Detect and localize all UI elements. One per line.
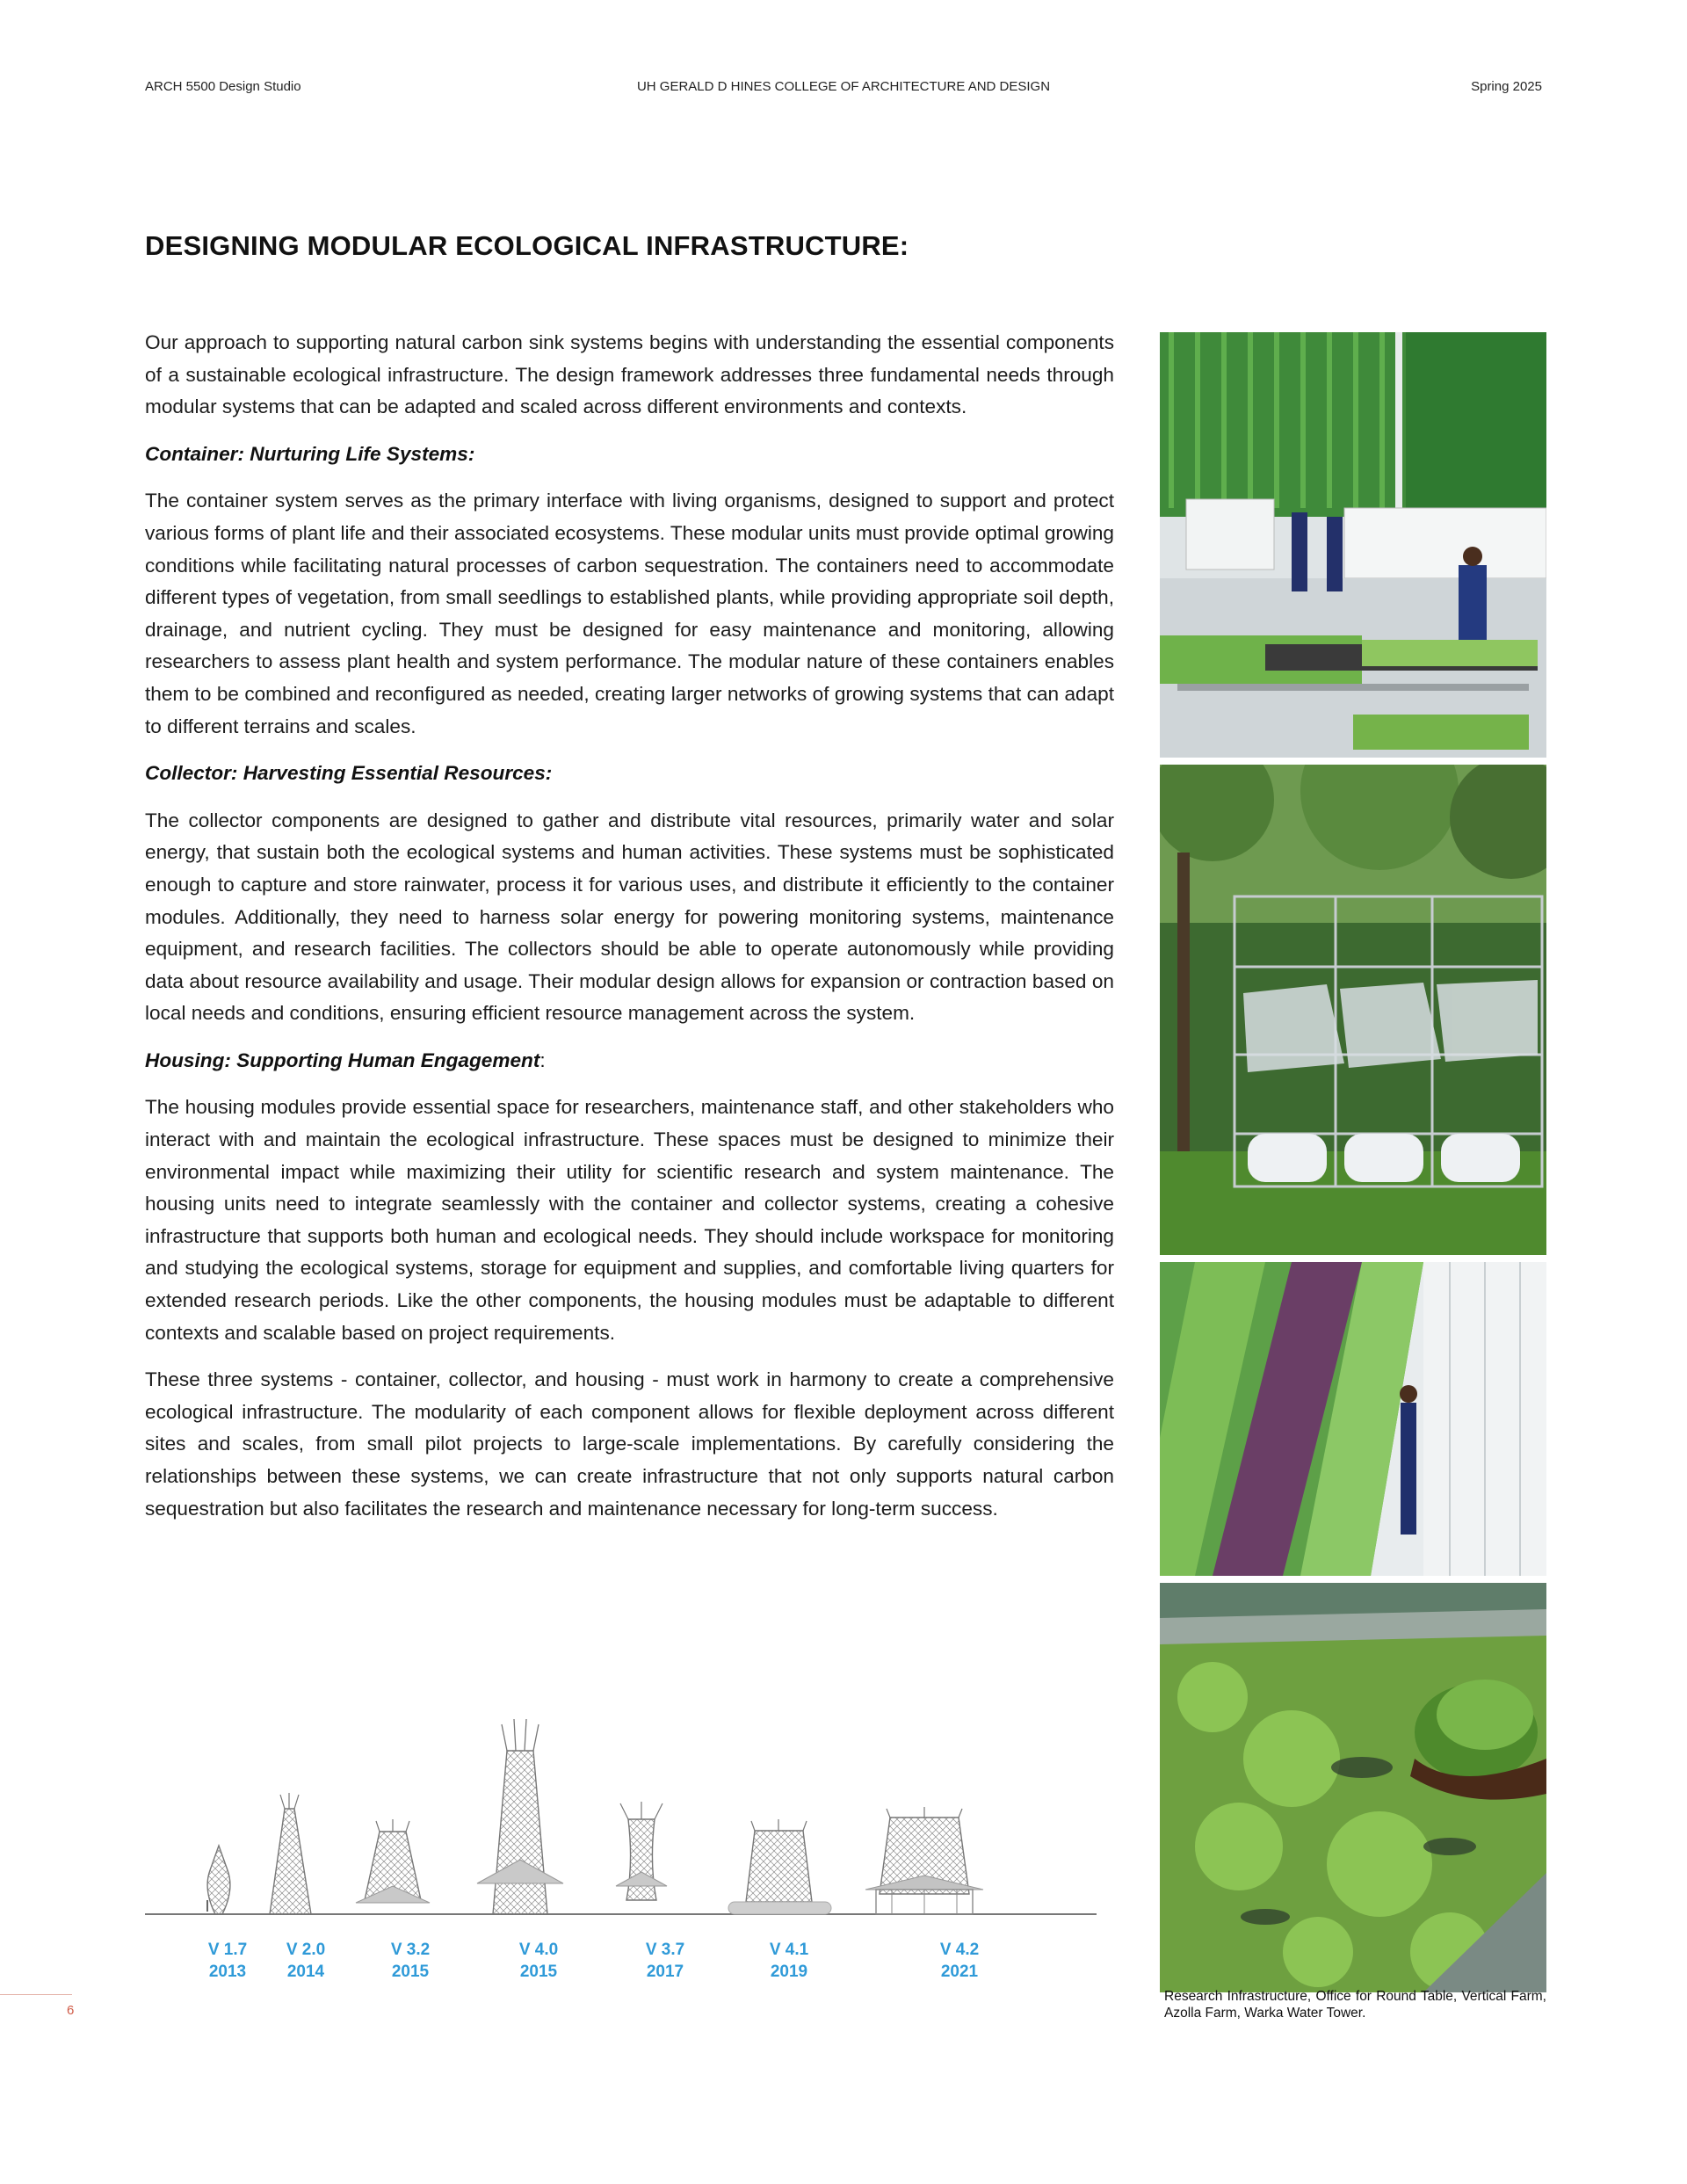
tower-v42-drawing (865, 1807, 983, 1914)
section-heading-suffix: : (539, 1048, 546, 1071)
timeline-version: V 3.7 (645, 1941, 685, 1959)
timeline-year: 2013 (208, 1963, 247, 1981)
timeline-version: V 2.0 (286, 1941, 326, 1959)
tower-v37-drawing (616, 1802, 667, 1900)
timeline-year: 2019 (770, 1963, 808, 1981)
timeline-version: V 1.7 (207, 1941, 248, 1959)
timeline-version: V 4.1 (769, 1941, 809, 1959)
azolla-farm-photo (1160, 1583, 1546, 1992)
page-title: DESIGNING MODULAR ECOLOGICAL INFRASTRUCTURE: (145, 230, 909, 261)
timeline-version: V 3.2 (390, 1941, 431, 1959)
tower-timeline-figure (145, 1714, 1116, 1981)
tower-v41-drawing (728, 1819, 831, 1914)
warka-forest-tower-photo (1160, 765, 1546, 1255)
timeline-label (253, 1939, 358, 1983)
timeline-year: 2021 (940, 1963, 979, 1981)
tower-v20-drawing (270, 1793, 311, 1914)
conclusion-paragraph: These three systems - container, collector, and housing - must work in harmony to create a comprehensive ecological infrastructure. The modularity of each component allows for flexible deployment across different sites and scales, from small pilot projects to large-scale implementations. By carefully considering the relationships between these systems, we can create infrastructure that not only supports natural carbon sequestration but also facilitates the research and maintenance necessary for long-term success. (145, 1368, 1114, 1520)
section-heading-container (145, 439, 1114, 471)
timeline-label (486, 1939, 591, 1983)
page-number-rule (0, 1994, 72, 1995)
timeline-version: V 4.0 (518, 1941, 559, 1959)
vertical-farm-wall-photo (1160, 1262, 1546, 1576)
section-text-container: The container system serves as the primary interface with living organisms, designed to support and protect various forms of plant life and their associated ecosystems. These modular units must provide optimal growing conditions while facilitating natural processes of carbon sequestration. The containers need to accommodate different types of vegetation, from small seedlings to established plants, while providing appropriate soil depth, drainage, and nutrient cycling. They must be designed for easy maintenance and monitoring, allowing researchers to assess plant health and system performance. The modular nature of these containers enables them to be combined and reconfigured as needed, creating larger networks of growing systems that can adapt to different terrains and scales. (145, 490, 1114, 737)
vertical-farm-lab-photo (1160, 332, 1546, 758)
timeline-year: 2015 (519, 1963, 558, 1981)
section-heading-text: Container: Nurturing Life Systems: (145, 442, 475, 465)
section-text-collector: The collector components are designed to gather and distribute vital resources, primarily water and solar energy, that sustain both the ecological systems and human activities. These systems must be sophisticated enough to capture and store rainwater, process it for various uses, and distribute it efficiently to the container modules. Additionally, they need to harness solar energy for powering monitoring systems, maintenance equipment, and research facilities. The collectors should be able to operate autonomously while providing data about resource availability and usage. Their modular design allows for expansion or contraction based on local needs and conditions, ensuring efficient resource management across the system. (145, 809, 1114, 1025)
section-heading-text: Collector: Harvesting Essential Resources: (145, 762, 553, 785)
timeline-year: 2014 (286, 1963, 325, 1981)
timeline-label (358, 1939, 463, 1983)
tower-v40-drawing (477, 1719, 563, 1914)
body-text (145, 327, 1114, 1540)
timeline-label (612, 1939, 718, 1983)
header-course: ARCH 5500 Design Studio (145, 79, 301, 94)
timeline-label (736, 1939, 842, 1983)
tower-v32-drawing (356, 1819, 430, 1903)
header-college: UH GERALD D HINES COLLEGE OF ARCHITECTURE AND DESIGN (636, 79, 1051, 94)
tower-v17-drawing (207, 1846, 230, 1914)
timeline-year: 2015 (391, 1963, 430, 1981)
section-heading-housing (145, 1045, 1114, 1077)
section-text-housing: The housing modules provide essential space for researchers, maintenance staff, and other stakeholders who interact with and maintain the ecological infrastructure. These spaces must be designed to minimize their environmental impact while maximizing their utility for scientific research and system maintenance. The housing units need to integrate seamlessly with the container and collector systems, creating a cohesive infrastructure that supports both human and ecological needs. They should include workspace for monitoring and studying the ecological systems, storage for equipment and supplies, and comfortable living quarters for extended research periods. Like the other components, the housing modules must be adaptable to different contexts and scalable based on project requirements. (145, 1096, 1114, 1344)
timeline-label (907, 1939, 1012, 1983)
intro-paragraph: Our approach to supporting natural carbon sink systems begins with understanding the essential components of a sustainable ecological infrastructure. The design framework addresses three fundamental needs through modular systems that can be adapted and scaled across different environments and contexts. (145, 331, 1114, 418)
page-number: 6 (67, 2003, 75, 2018)
page-header (145, 79, 1542, 100)
header-term: Spring 2025 (1471, 79, 1542, 94)
timeline-version: V 4.2 (939, 1941, 980, 1959)
tower-illustrations (145, 1714, 1116, 1925)
section-heading-collector (145, 758, 1114, 790)
section-heading-text: Housing: Supporting Human Engagement (145, 1048, 540, 1071)
timeline-year: 2017 (646, 1963, 684, 1981)
photo-caption: Research Infrastructure, Office for Round Table, Vertical Farm, Azolla Farm, Warka Water Tower. (1164, 1989, 1546, 2021)
